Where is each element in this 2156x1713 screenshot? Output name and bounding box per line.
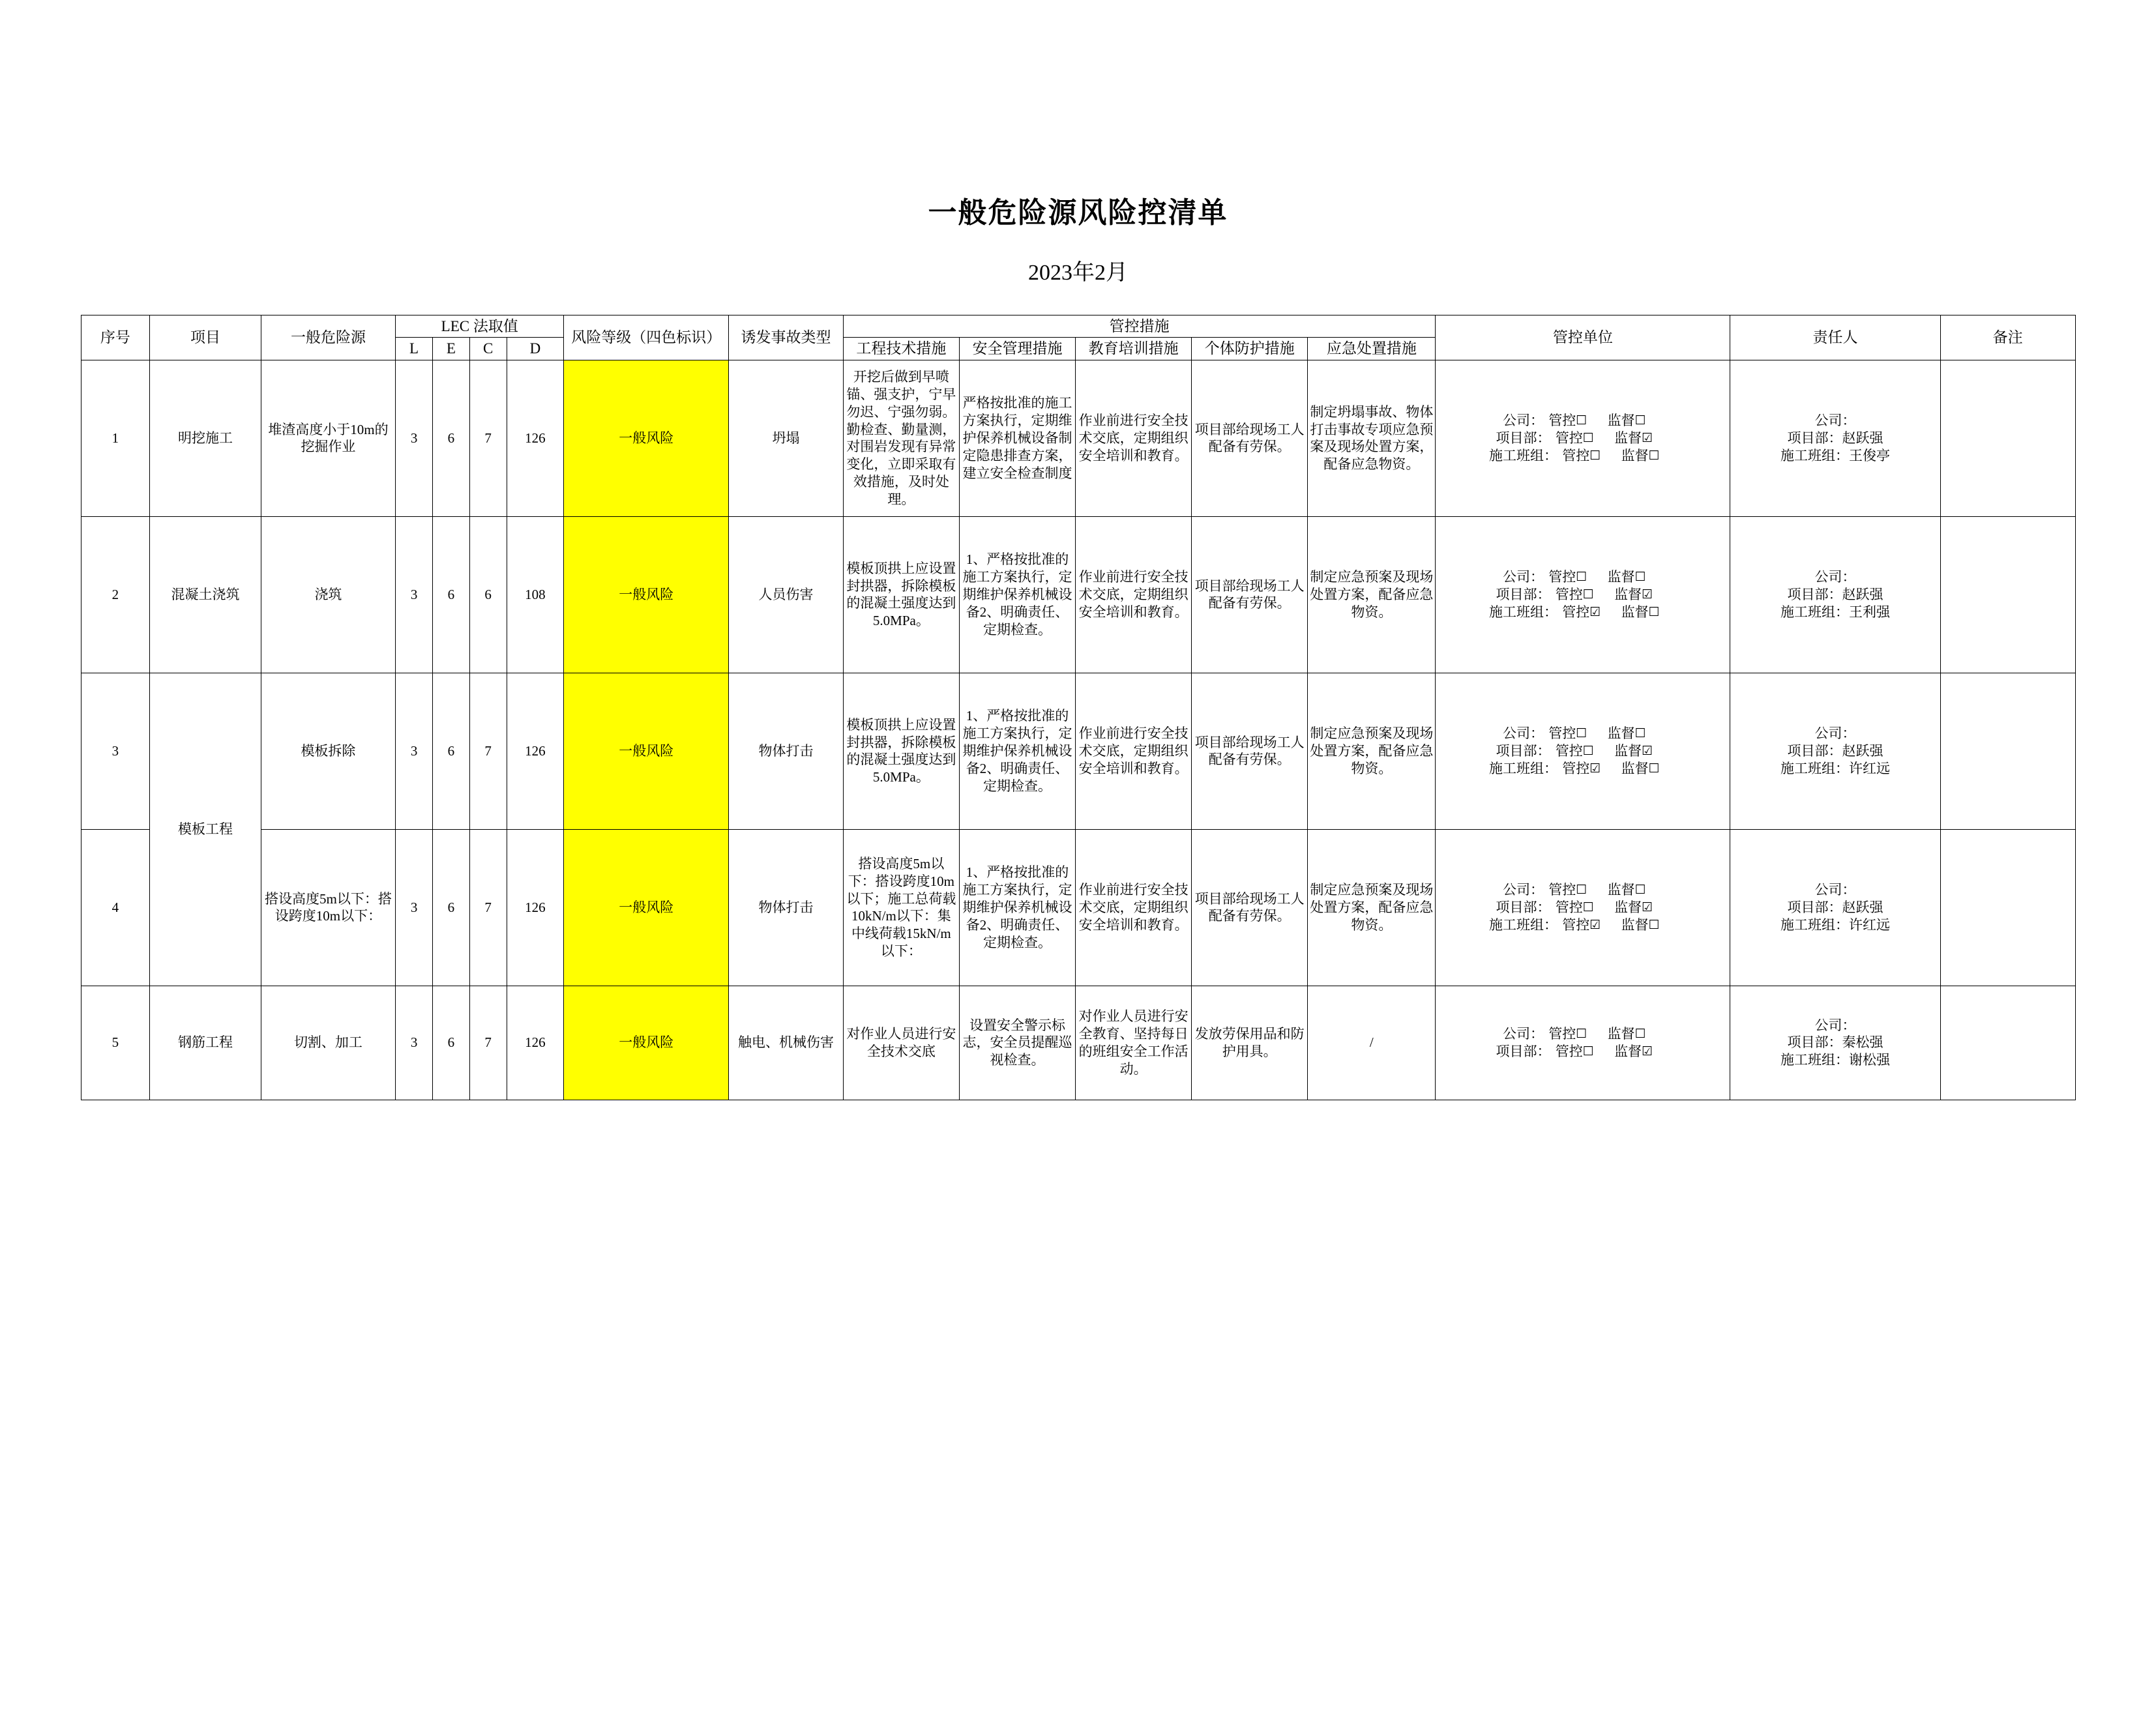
header-engineering: 工程技术措施 (843, 338, 959, 360)
cell-emergency: 制定应急预案及现场处置方案，配备应急物资。 (1308, 516, 1436, 673)
cell-safety-mgmt: 1、严格按批准的施工方案执行，定期维护保养机械设备2、明确责任、定期检查。 (959, 516, 1075, 673)
cell-safety-mgmt: 严格按批准的施工方案执行，定期维护保养机械设备制定隐患排查方案，建立安全检查制度 (959, 360, 1075, 516)
project-dept-control[interactable]: 管控☐ (1555, 1043, 1594, 1059)
cell-l: 3 (396, 986, 433, 1100)
control-unit-company (1438, 725, 1728, 742)
cell-responsible (1730, 516, 1941, 673)
cell-c: 7 (469, 360, 507, 516)
work-team-control[interactable]: 管控☑ (1562, 760, 1601, 776)
header-emergency: 应急处置措施 (1308, 338, 1436, 360)
checkbox-icon: ☑ (1642, 430, 1653, 445)
cell-ppe: 项目部给现场工人配备有劳保。 (1192, 673, 1308, 829)
cell-c: 7 (469, 673, 507, 829)
company-label: 公司： (1503, 569, 1544, 585)
cell-accident-type: 触电、机械伤害 (729, 986, 844, 1100)
cell-education: 作业前进行安全技术交底，定期组织安全培训和教育。 (1076, 673, 1192, 829)
header-project: 项目 (150, 315, 261, 360)
cell-emergency: / (1308, 986, 1436, 1100)
company-label: 公司： (1503, 413, 1544, 429)
company-supervise[interactable]: 监督☐ (1607, 725, 1646, 742)
cell-control-unit (1436, 516, 1730, 673)
header-risk-level: 风险等级（四色标识） (564, 315, 729, 360)
company-control[interactable]: 管控☐ (1548, 569, 1587, 585)
cell-accident-type: 物体打击 (729, 829, 844, 986)
project-dept-supervise[interactable]: 监督☑ (1614, 899, 1653, 915)
checkbox-icon: ☑ (1642, 587, 1653, 602)
cell-hazard: 模板拆除 (261, 673, 396, 829)
control-unit-company (1438, 881, 1728, 899)
checkbox-icon: ☐ (1589, 448, 1601, 463)
control-unit-work-team (1438, 604, 1728, 621)
header-l: L (396, 338, 433, 360)
cell-e: 6 (432, 673, 469, 829)
cell-remark (1940, 360, 2075, 516)
cell-accident-type: 坍塌 (729, 360, 844, 516)
checkbox-icon: ☑ (1589, 917, 1601, 932)
checkbox-icon: ☐ (1648, 917, 1660, 932)
table-header-row-1 (81, 315, 2075, 338)
cell-hazard: 切割、加工 (261, 986, 396, 1100)
cell-remark (1940, 986, 2075, 1100)
cell-control-unit (1436, 986, 1730, 1100)
page-subtitle: 2023年2月 (1028, 261, 1128, 285)
project-dept-label: 项目部： (1496, 586, 1551, 602)
cell-education: 作业前进行安全技术交底，定期组织安全培训和教育。 (1076, 516, 1192, 673)
table-row (81, 673, 2075, 829)
company-control[interactable]: 管控☐ (1548, 882, 1587, 898)
cell-l: 3 (396, 360, 433, 516)
project-dept-supervise[interactable]: 监督☑ (1614, 1043, 1653, 1059)
responsible-project-dept: 项目部：赵跃强 (1787, 899, 1883, 915)
work-team-supervise[interactable]: 监督☐ (1621, 916, 1660, 933)
header-control-unit: 管控单位 (1436, 315, 1730, 360)
project-dept-supervise[interactable]: 监督☑ (1614, 742, 1653, 759)
cell-project-group: 模板工程 (150, 673, 261, 986)
cell-responsible (1730, 673, 1941, 829)
project-dept-supervise[interactable]: 监督☑ (1614, 430, 1653, 446)
checkbox-icon: ☐ (1582, 1044, 1594, 1059)
cell-education: 作业前进行安全技术交底，定期组织安全培训和教育。 (1076, 829, 1192, 986)
header-lec-group: LEC 法取值 (396, 315, 564, 338)
checkbox-icon: ☐ (1576, 726, 1587, 741)
checkbox-icon: ☐ (1576, 1027, 1587, 1041)
cell-emergency: 制定坍塌事故、物体打击事故专项应急预案及现场处置方案，配备应急物资。 (1308, 360, 1436, 516)
responsible-work-team: 施工班组：谢松强 (1780, 1052, 1891, 1068)
cell-accident-type: 人员伤害 (729, 516, 844, 673)
checkbox-icon: ☐ (1634, 570, 1646, 585)
cell-risk-level: 一般风险 (564, 673, 729, 829)
checkbox-icon: ☐ (1634, 726, 1646, 741)
table-row (81, 986, 2075, 1100)
checkbox-icon: ☑ (1589, 761, 1601, 776)
checkbox-icon: ☑ (1589, 604, 1601, 619)
responsible-project-dept: 项目部：赵跃强 (1787, 430, 1883, 446)
work-team-control[interactable]: 管控☑ (1562, 604, 1601, 620)
company-label: 公司： (1503, 882, 1544, 898)
cell-education: 对作业人员进行安全教育、坚持每日的班组安全工作活动。 (1076, 986, 1192, 1100)
header-e: E (432, 338, 469, 360)
control-unit-work-team (1438, 916, 1728, 934)
responsible-project-dept: 项目部：赵跃强 (1787, 742, 1883, 759)
checkbox-icon: ☐ (1576, 883, 1587, 898)
responsible-company: 公司： (1814, 413, 1856, 429)
cell-accident-type: 物体打击 (729, 673, 844, 829)
risk-control-table (81, 315, 2076, 1100)
checkbox-icon: ☐ (1648, 604, 1660, 619)
control-unit-work-team (1438, 447, 1728, 465)
header-c: C (469, 338, 507, 360)
control-unit-company (1438, 568, 1728, 586)
cell-responsible (1730, 986, 1941, 1100)
work-team-label: 施工班组： (1489, 447, 1558, 463)
cell-emergency: 制定应急预案及现场处置方案，配备应急物资。 (1308, 673, 1436, 829)
cell-responsible (1730, 360, 1941, 516)
table-row (81, 360, 2075, 516)
cell-education: 作业前进行安全技术交底，定期组织安全培训和教育。 (1076, 360, 1192, 516)
header-accident-type: 诱发事故类型 (729, 315, 844, 360)
responsible-company: 公司： (1814, 1017, 1856, 1033)
cell-control-unit (1436, 673, 1730, 829)
cell-hazard: 搭设高度5m以下：搭设跨度10m以下： (261, 829, 396, 986)
work-team-supervise[interactable]: 监督☐ (1621, 604, 1660, 620)
project-dept-label: 项目部： (1496, 1043, 1551, 1059)
project-dept-control[interactable]: 管控☐ (1555, 586, 1594, 602)
checkbox-icon: ☐ (1582, 743, 1594, 758)
responsible-company: 公司： (1814, 725, 1856, 742)
header-d: D (507, 338, 564, 360)
work-team-label: 施工班组： (1489, 760, 1558, 776)
checkbox-icon: ☐ (1576, 413, 1587, 428)
company-control[interactable]: 管控☐ (1548, 1026, 1587, 1042)
cell-ppe: 项目部给现场工人配备有劳保。 (1192, 360, 1308, 516)
responsible-work-team: 施工班组：王利强 (1780, 604, 1891, 620)
cell-safety-mgmt: 1、严格按批准的施工方案执行，定期维护保养机械设备2、明确责任、定期检查。 (959, 829, 1075, 986)
control-unit-work-team (1438, 760, 1728, 778)
work-team-label: 施工班组： (1489, 916, 1558, 933)
project-dept-control[interactable]: 管控☐ (1555, 430, 1594, 446)
cell-engineering: 开挖后做到早喷锚、强支护，宁早勿迟、宁强勿弱。勤检查、勤量测，对围岩发现有异常变化，立即采取有效措施，及时处理。 (843, 360, 959, 516)
checkbox-icon: ☑ (1642, 1044, 1653, 1059)
cell-emergency: 制定应急预案及现场处置方案，配备应急物资。 (1308, 829, 1436, 986)
responsible-project-dept: 项目部：秦松强 (1787, 1034, 1883, 1051)
company-supervise[interactable]: 监督☐ (1607, 569, 1646, 585)
project-dept-label: 项目部： (1496, 742, 1551, 759)
cell-l: 3 (396, 516, 433, 673)
checkbox-icon: ☐ (1634, 883, 1646, 898)
checkbox-icon: ☐ (1648, 448, 1660, 463)
work-team-supervise[interactable]: 监督☐ (1621, 447, 1660, 463)
checkbox-icon: ☐ (1582, 900, 1594, 915)
responsible-work-team: 施工班组：王俊亭 (1780, 447, 1891, 463)
checkbox-icon: ☑ (1642, 743, 1653, 758)
cell-d: 126 (507, 986, 564, 1100)
cell-seq: 1 (81, 360, 150, 516)
cell-engineering: 模板顶拱上应设置封拱器，拆除模板的混凝土强度达到5.0MPa。 (843, 673, 959, 829)
cell-responsible (1730, 829, 1941, 986)
checkbox-icon: ☐ (1576, 570, 1587, 585)
cell-seq: 5 (81, 986, 150, 1100)
responsible-work-team: 施工班组：许红远 (1780, 916, 1891, 933)
cell-d: 126 (507, 360, 564, 516)
cell-risk-level: 一般风险 (564, 986, 729, 1100)
control-unit-project-dept (1438, 742, 1728, 760)
company-supervise[interactable]: 监督☐ (1607, 882, 1646, 898)
checkbox-icon: ☐ (1634, 413, 1646, 428)
cell-e: 6 (432, 986, 469, 1100)
checkbox-icon: ☐ (1634, 1027, 1646, 1041)
checkbox-icon: ☐ (1582, 587, 1594, 602)
header-responsible: 责任人 (1730, 315, 1941, 360)
cell-hazard: 浇筑 (261, 516, 396, 673)
header-hazard: 一般危险源 (261, 315, 396, 360)
header-control-measures: 管控措施 (843, 315, 1436, 338)
cell-remark (1940, 673, 2075, 829)
cell-c: 6 (469, 516, 507, 673)
cell-ppe: 发放劳保用品和防护用具。 (1192, 986, 1308, 1100)
header-ppe: 个体防护措施 (1192, 338, 1308, 360)
responsible-project-dept: 项目部：赵跃强 (1787, 586, 1883, 602)
work-team-control[interactable]: 管控☐ (1562, 447, 1601, 463)
company-label: 公司： (1503, 1026, 1544, 1042)
cell-d: 108 (507, 516, 564, 673)
header-education: 教育培训措施 (1076, 338, 1192, 360)
cell-risk-level: 一般风险 (564, 829, 729, 986)
responsible-company: 公司： (1814, 569, 1856, 585)
responsible-work-team: 施工班组：许红远 (1780, 760, 1891, 776)
cell-safety-mgmt: 1、严格按批准的施工方案执行，定期维护保养机械设备2、明确责任、定期检查。 (959, 673, 1075, 829)
cell-c: 7 (469, 829, 507, 986)
cell-l: 3 (396, 829, 433, 986)
cell-seq: 2 (81, 516, 150, 673)
company-control[interactable]: 管控☐ (1548, 725, 1587, 742)
header-safety-mgmt: 安全管理措施 (959, 338, 1075, 360)
cell-remark (1940, 516, 2075, 673)
cell-project: 钢筋工程 (150, 986, 261, 1100)
cell-seq: 4 (81, 829, 150, 986)
project-dept-supervise[interactable]: 监督☑ (1614, 586, 1653, 602)
header-seq: 序号 (81, 315, 150, 360)
project-dept-label: 项目部： (1496, 899, 1551, 915)
cell-project: 混凝土浇筑 (150, 516, 261, 673)
cell-e: 6 (432, 516, 469, 673)
header-remark: 备注 (1940, 315, 2075, 360)
checkbox-icon: ☑ (1642, 900, 1653, 915)
control-unit-company (1438, 1025, 1728, 1043)
document-page (0, 189, 2156, 1713)
cell-ppe: 项目部给现场工人配备有劳保。 (1192, 829, 1308, 986)
checkbox-icon: ☐ (1582, 430, 1594, 445)
cell-e: 6 (432, 829, 469, 986)
checkbox-icon: ☐ (1648, 761, 1660, 776)
company-supervise[interactable]: 监督☐ (1607, 1026, 1646, 1042)
cell-remark (1940, 829, 2075, 986)
cell-safety-mgmt: 设置安全警示标志，安全员提醒巡视检查。 (959, 986, 1075, 1100)
cell-d: 126 (507, 673, 564, 829)
company-supervise[interactable]: 监督☐ (1607, 413, 1646, 429)
cell-engineering: 模板顶拱上应设置封拱器，拆除模板的混凝土强度达到5.0MPa。 (843, 516, 959, 673)
company-label: 公司： (1503, 725, 1544, 742)
work-team-supervise[interactable]: 监督☐ (1621, 760, 1660, 776)
cell-project: 明挖施工 (150, 360, 261, 516)
control-unit-company (1438, 412, 1728, 430)
cell-c: 7 (469, 986, 507, 1100)
control-unit-project-dept (1438, 899, 1728, 916)
cell-risk-level: 一般风险 (564, 360, 729, 516)
cell-control-unit (1436, 829, 1730, 986)
cell-d: 126 (507, 829, 564, 986)
cell-hazard: 堆渣高度小于10m的挖掘作业 (261, 360, 396, 516)
cell-l: 3 (396, 673, 433, 829)
control-unit-project-dept (1438, 430, 1728, 447)
project-dept-label: 项目部： (1496, 430, 1551, 446)
cell-engineering: 对作业人员进行安全技术交底 (843, 986, 959, 1100)
page-title: 一般危险源风险控清单 (928, 197, 1228, 229)
work-team-control[interactable]: 管控☑ (1562, 916, 1601, 933)
cell-control-unit (1436, 360, 1730, 516)
cell-seq: 3 (81, 673, 150, 829)
control-unit-project-dept (1438, 586, 1728, 604)
control-unit-project-dept (1438, 1043, 1728, 1061)
cell-risk-level: 一般风险 (564, 516, 729, 673)
cell-engineering: 搭设高度5m以下：搭设跨度10m以下；施工总荷载10kN/m以下：集中线荷载15kN/m以下： (843, 829, 959, 986)
company-control[interactable]: 管控☐ (1548, 413, 1587, 429)
table-row (81, 829, 2075, 986)
table-row (81, 516, 2075, 673)
work-team-label: 施工班组： (1489, 604, 1558, 620)
responsible-company: 公司： (1814, 882, 1856, 898)
risk-table-wrapper (81, 315, 2076, 1100)
cell-e: 6 (432, 360, 469, 516)
project-dept-control[interactable]: 管控☐ (1555, 899, 1594, 915)
project-dept-control[interactable]: 管控☐ (1555, 742, 1594, 759)
cell-ppe: 项目部给现场工人配备有劳保。 (1192, 516, 1308, 673)
